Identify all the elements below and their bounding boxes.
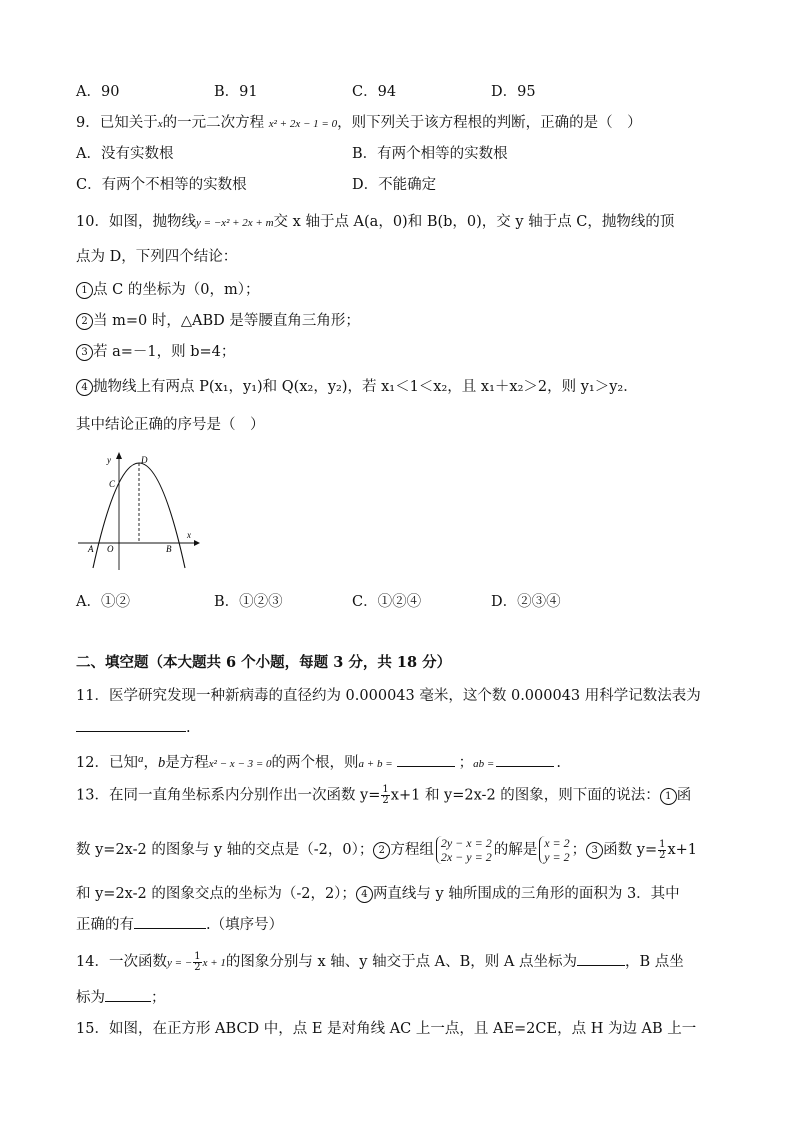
q12-sum: a + b = [358, 758, 393, 770]
q13-l2-text-b: 方程组 [390, 842, 434, 858]
q14-l2-end: ； [151, 990, 166, 1006]
q10-conclusion-3 [76, 342, 235, 362]
q12-prod-blank[interactable] [496, 752, 554, 767]
q13-l2-text-c: 的解是 [493, 842, 538, 858]
frac-num: 1 [194, 950, 201, 962]
q12-text-c: 是方程 [165, 755, 209, 771]
q10-c3-text: 若 a=－1，则 b=4； [93, 344, 236, 360]
q13-l4-text-b: .（填序号） [206, 917, 284, 933]
q10-equation: y = −x² + 2x + m [195, 217, 274, 229]
q11-line2 [76, 717, 191, 738]
q14-text-c: ，B 点坐 [625, 954, 684, 970]
q8-option-a: A．90 [76, 84, 120, 100]
sol-1: x = 2 [544, 836, 570, 850]
q14-eq-a: y = − [166, 957, 193, 969]
q13-l2-text-d: ； [571, 842, 587, 858]
q10-text-b: 交 x 轴于点 A(a，0)和 B(b，0)，交 y 轴于点 C，抛物线的顶 [273, 214, 675, 230]
frac-den: 2 [659, 849, 666, 861]
circled-4-icon: 4 [356, 886, 373, 903]
q8-option-b: B．91 [214, 84, 258, 100]
q10-line1 [76, 212, 674, 233]
q14-text-b: 的图象分别与 x 轴、y 轴交于点 A、B，则 A 点坐标为 [225, 954, 577, 970]
label-y: y [107, 455, 111, 465]
q13-answer-blank[interactable] [134, 914, 206, 929]
q10-conclusion-1 [76, 280, 260, 300]
q10-option-b: B．①②③ [214, 594, 283, 610]
q13-line2 [76, 836, 697, 864]
q9-option-c: C．有两个不相等的实数根 [76, 177, 247, 193]
q14-line2 [76, 987, 166, 1008]
q10-option-c: C．①②④ [352, 594, 422, 610]
circled-1-icon: 1 [660, 788, 677, 805]
q13-fraction-2 [658, 840, 666, 861]
q13-line1 [76, 785, 691, 806]
q13-text: 13．在同一直角坐标系内分别作出一次函数 y= [76, 787, 381, 804]
label-a: A [88, 544, 94, 554]
q13-l2-text-f: x+1 [667, 842, 698, 858]
q14-line1 [76, 951, 684, 973]
circled-3-icon: 3 [586, 842, 603, 859]
q14-eq-b: x + 1 [202, 957, 226, 969]
y-axis-arrow-icon [116, 452, 122, 459]
q12-end: . [556, 755, 561, 771]
q10-c1-text: 点 C 的坐标为（0，m）； [93, 282, 260, 298]
sys-eq-1: 2y − x = 2 [440, 836, 492, 850]
q9-stem [76, 113, 642, 134]
q9-stem-text: 9．已知关于 [76, 115, 158, 131]
circled-3-icon: 3 [76, 344, 93, 361]
q13-l3-text: 和 y=2x-2 的图象交点的坐标为（-2，2）； [76, 886, 356, 902]
q11-answer-blank[interactable] [76, 717, 186, 732]
q13-solution [539, 836, 569, 864]
frac-den: 2 [382, 795, 389, 806]
circled-2-icon: 2 [373, 842, 390, 859]
frac-den: 2 [194, 961, 201, 973]
q13-line4 [76, 914, 283, 935]
sol-2: y = 2 [544, 850, 570, 864]
q13-fraction [381, 785, 389, 806]
q12-sum-blank[interactable] [397, 752, 455, 767]
q10-option-a: A．①② [76, 594, 130, 610]
q14-a-blank[interactable] [577, 951, 625, 966]
q10-text: 10．如图，抛物线 [76, 214, 196, 230]
q12-equation: x² − x − 3 = 0 [208, 758, 272, 770]
q13-l2-text: 数 y=2x-2 的图象与 y 轴的交点是（-2，0）； [76, 842, 374, 858]
q9-stem-text-b: 的一元二次方程 [162, 115, 265, 131]
q13-l3-text-b: 两直线与 y 轴所围成的三角形的面积为 3．其中 [372, 886, 680, 902]
q9-stem-text-c: ，则下列关于该方程根的判断，正确的是（ ） [337, 115, 642, 131]
q13-l4-text: 正确的有 [76, 917, 134, 933]
q10-option-d: D．②③④ [491, 594, 561, 610]
q8-option-d: D．95 [491, 84, 536, 100]
frac-num: 1 [382, 784, 389, 795]
q15-line1: 15．如图，在正方形 ABCD 中，点 E 是对角线 AC 上一点，且 AE=2CE，点 H 为边 AB 上一 [76, 1021, 697, 1037]
q14-b-blank[interactable] [105, 987, 151, 1002]
q10-conclusion-4 [76, 377, 638, 397]
sys-eq-2: 2x − y = 2 [440, 850, 492, 864]
q9-option-b: B．有两个相等的实数根 [352, 146, 508, 162]
q12-var-a: a [137, 753, 144, 765]
label-c: C [109, 479, 116, 489]
q12-prod: ab = [473, 758, 495, 770]
q10-line2: 点为 D，下列四个结论： [76, 249, 238, 265]
label-x: x [187, 530, 191, 540]
circled-2-icon: 2 [76, 313, 93, 330]
q10-parabola-figure [76, 450, 200, 572]
q11-end: . [186, 720, 191, 736]
q13-equation-system [436, 836, 492, 864]
q12-semicolon: ； [458, 755, 474, 771]
q9-equation: x² + 2x − 1 = 0 [268, 118, 338, 130]
q10-question: 其中结论正确的序号是（ ） [76, 417, 265, 433]
q12-line [76, 749, 561, 774]
q9-option-d: D．不能确定 [352, 177, 437, 193]
q13-text-b: x+1 和 y=2x-2 的图象，则下面的说法： [390, 787, 660, 804]
q8-option-c: C．94 [352, 84, 397, 100]
q10-c2-text: 当 m=0 时，△ABD 是等腰直角三角形； [93, 313, 360, 329]
q13-line3 [76, 884, 680, 904]
q13-l2-text-e: 函数 y= [603, 842, 658, 858]
x-axis-arrow-icon [194, 540, 200, 546]
q10-c4-text: 抛物线上有两点 P(x₁，y₁)和 Q(x₂，y₂)，若 x₁＜1＜x₂，且 x₁＋x₂＞2，则 y₁＞y₂． [93, 379, 638, 395]
label-o: O [107, 544, 114, 554]
q12-text-d: 的两个根，则 [271, 755, 359, 771]
q12-var-b: b [157, 755, 166, 771]
q9-option-a: A．没有实数根 [76, 146, 174, 162]
circled-1-icon: 1 [76, 282, 93, 299]
frac-num: 1 [659, 838, 666, 850]
section-2-title: 二、填空题（本大题共 6 个小题，每题 3 分，共 18 分） [76, 654, 452, 671]
q14-l2-text: 标为 [76, 990, 105, 1006]
q14-text: 14．一次函数 [76, 954, 167, 970]
q10-conclusion-2 [76, 311, 360, 331]
q13-text-c: 函 [676, 787, 692, 804]
q11-line1: 11．医学研究发现一种新病毒的直径约为 0.000043 毫米，这个数 0.000043 用科学记数法表为 [76, 688, 701, 704]
label-b: B [166, 544, 172, 554]
q9-var-x: x [157, 118, 163, 130]
label-d: D [141, 455, 148, 465]
q12-sep: ， [143, 755, 158, 771]
q12-text: 12．已知 [76, 755, 138, 771]
q14-fraction [193, 952, 201, 973]
circled-4-icon: 4 [76, 379, 93, 396]
